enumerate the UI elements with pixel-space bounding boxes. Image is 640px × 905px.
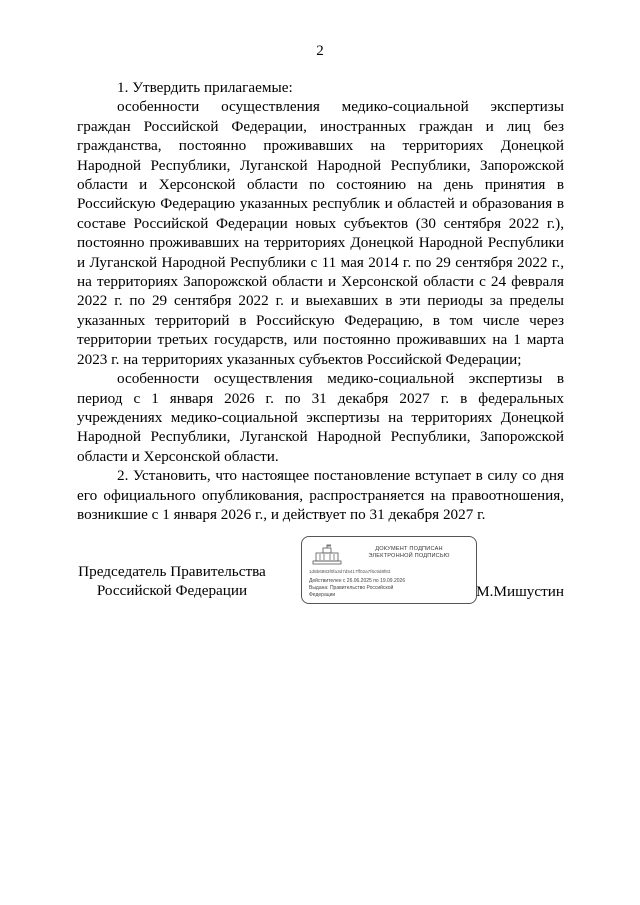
signatory-name: М.Мишустин <box>476 583 564 600</box>
signature-block <box>77 536 564 616</box>
signatory-title <box>77 562 267 600</box>
stamp-heading-line-2: ЭЛЕКТРОННОЙ ПОДПИСЬЮ <box>368 553 450 559</box>
stamp-validity: Действителен с 26.06.2025 по 19.09.2026 <box>309 578 406 584</box>
paragraph-3: особенности осуществления медико-социальной экспертизы в период с 1 января 2026 г. по 31 декабря 2027 г. в федеральных учреждениях медико-социальной экспертизы на территориях Донецкой Народной Республики, Луганской Народной Республики, Запорожской области и Херсонской области. <box>77 370 564 465</box>
electronic-signature-stamp <box>301 536 477 604</box>
stamp-certificate: 1d8b6883f0fa3d7d5417ff02a7f6c9d8f83 <box>309 569 391 574</box>
document-body <box>77 78 564 524</box>
stamp-issuer-line-1: Выдана: Правительство Российской <box>309 585 394 591</box>
paragraph-4: 2. Установить, что настоящее постановление вступает в силу со дня его официального опубликования, распространяется на правоотношения, возникшие с 1 января 2026 г., и действует по 31 декабря 2027 г. <box>77 467 564 523</box>
stamp-heading-line-1: ДОКУМЕНТ ПОДПИСАН <box>375 546 443 552</box>
page-number: 2 <box>316 43 324 59</box>
stamp-heading <box>346 546 472 560</box>
stamp-issuer-line-2: Федерации <box>309 592 336 598</box>
signatory-title-line-2: Российской Федерации <box>96 582 248 599</box>
paragraph-1: 1. Утвердить прилагаемые: <box>117 79 293 96</box>
paragraph-2: особенности осуществления медико-социальной экспертизы граждан Российской Федерации, иностранных граждан и лиц без гражданства, постоянно проживавших на территориях Донецкой Народной Республики, Луганской Народной Республики, Запорожской области и Херсонской области по состоянию на день принятия в Российскую Федерацию указанных республик и областей и образования в составе Российской Федерации новых субъектов (30 сентября 2022 г.), постоянно проживавших на территориях Донецкой Народной Республики и Луганской Народной Республики с 11 мая 2014 г. по 29 сентября 2022 г., на территориях Запорожской области и Херсонской области с 24 февраля 2022 г. по 29 сентября 2022 г. и выехавших в эти периоды за пределы указанных территорий в Российскую Федерацию, в том числе через территории третьих государств, или постоянно проживавших на 1 марта 2023 г. на территориях указанных субъектов Российской Федерации; <box>77 98 564 368</box>
signatory-title-line-1: Председатель Правительства <box>78 563 266 580</box>
government-building-icon <box>312 544 342 566</box>
